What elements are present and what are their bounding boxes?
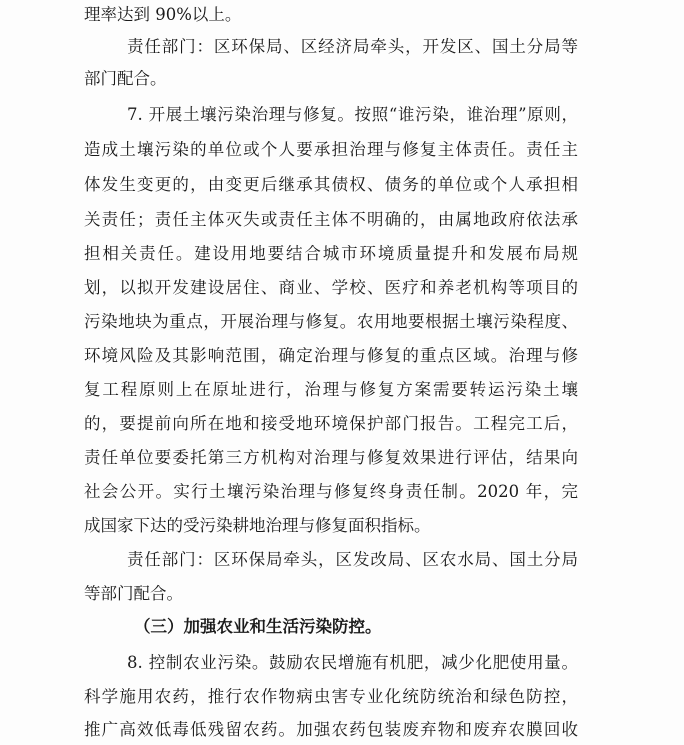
text-line: 社会公开。实行土壤污染治理与修复终身责任制。2020 年，完 xyxy=(84,482,578,501)
text-line: 划，以拟开发建设居住、商业、学校、医疗和养老机构等项目的 xyxy=(84,278,578,297)
section-heading-7: 7. 开展土壤污染治理与修复。按照“谁污染，谁治理”原则， xyxy=(127,105,578,124)
section-heading-3: （三）加强农业和生活污染防控。 xyxy=(134,617,382,636)
text-line: 科学施用农药，推行农作物病虫害专业化统防统治和绿色防控， xyxy=(84,687,578,706)
text-line: 等部门配合。 xyxy=(84,584,183,603)
text-line: 责任单位要委托第三方机构对治理与修复效果进行评估，结果向 xyxy=(84,448,578,467)
text-line: 成国家下达的受污染耕地治理与修复面积指标。 xyxy=(84,516,431,535)
text-line: 推广高效低毒低残留农药。加强农药包装废弃物和废弃农膜回收 xyxy=(84,720,578,739)
text-line: 造成土壤污染的单位或个人要承担治理与修复主体责任。责任主 xyxy=(84,140,578,159)
text-line: 环境风险及其影响范围，确定治理与修复的重点区域。治理与修 xyxy=(84,346,578,365)
text-line: 体发生变更的，由变更后继承其债权、债务的单位或个人承担相 xyxy=(84,175,578,194)
text-line: 复工程原则上在原址进行，治理与修复方案需要转运污染土壤 xyxy=(84,380,578,399)
text-line: 担相关责任。建设用地要结合城市环境质量提升和发展布局规 xyxy=(84,244,578,263)
text-line: 关责任；责任主体灭失或责任主体不明确的，由属地政府依法承 xyxy=(84,210,578,229)
text-line: 责任部门：区环保局、区经济局牵头，开发区、国土分局等 xyxy=(127,37,578,56)
text-line: 的，要提前向所在地和接受地环境保护部门报告。工程完工后， xyxy=(84,414,578,433)
text-line: 理率达到 90%以上。 xyxy=(84,5,242,24)
text-line: 责任部门：区环保局牵头，区发改局、区农水局、国土分局 xyxy=(127,550,578,569)
text-line: 污染地块为重点，开展治理与修复。农用地要根据土壤污染程度、 xyxy=(84,312,578,331)
text-line: 部门配合。 xyxy=(84,69,167,88)
section-heading-8: 8. 控制农业污染。鼓励农民增施有机肥，减少化肥使用量。 xyxy=(127,653,578,672)
